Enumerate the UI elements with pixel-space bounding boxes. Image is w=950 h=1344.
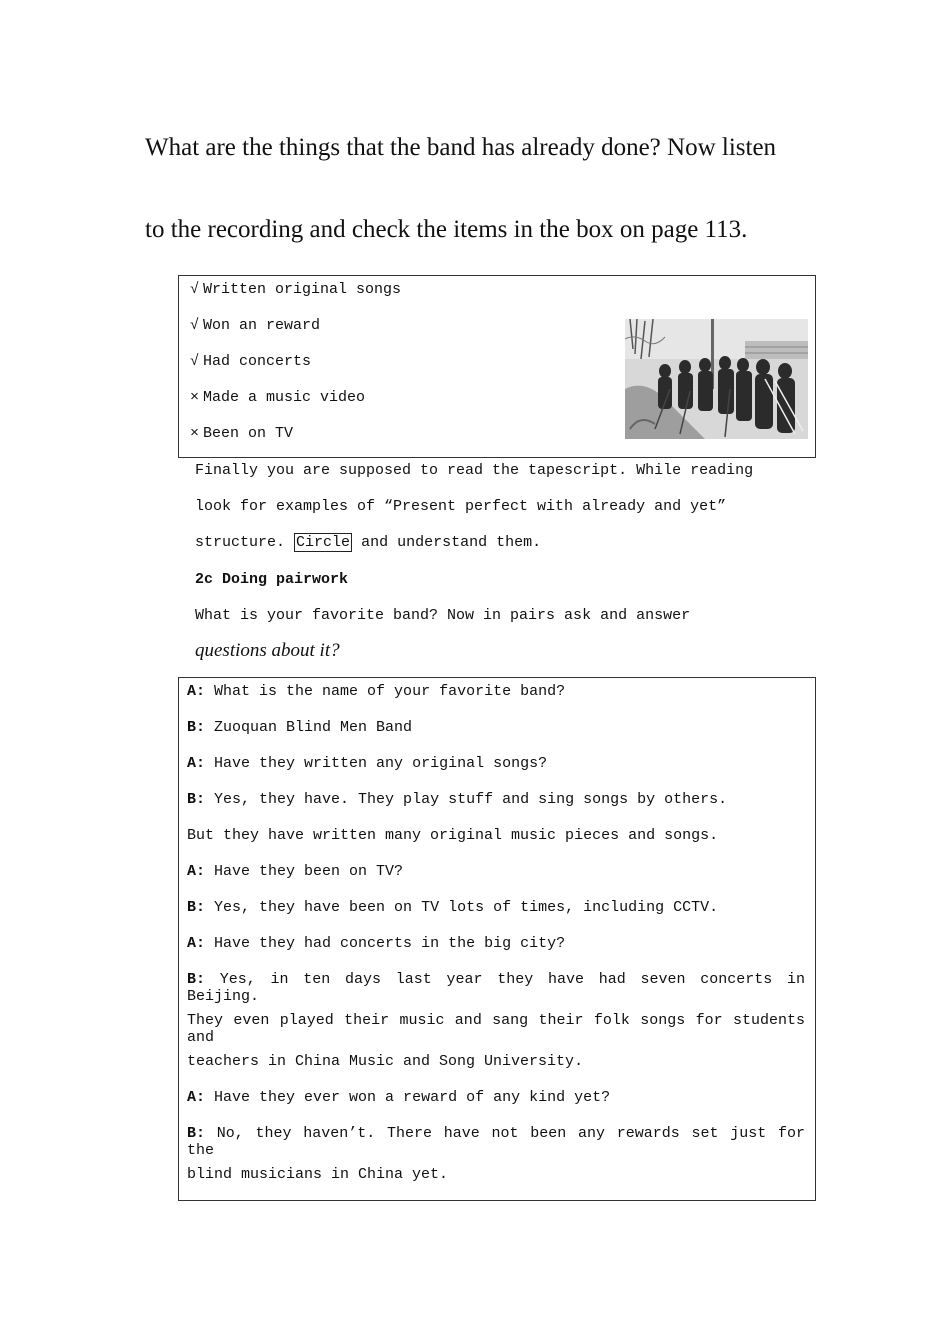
- dialogue-box: [178, 677, 816, 1201]
- dialogue-line: A: Have they written any original songs?: [187, 755, 548, 772]
- speaker-label: A:: [187, 863, 206, 880]
- checklist-item: × Made a music video: [190, 389, 366, 406]
- instruction-line-1: Finally you are supposed to read the tapescript. While reading: [195, 462, 754, 479]
- check-mark-icon: √: [190, 353, 200, 370]
- dialogue-line: teachers in China Music and Song University.: [187, 1053, 584, 1070]
- section-prompt-line-2: questions about it?: [195, 640, 340, 661]
- speaker-label: B:: [187, 1125, 206, 1142]
- instruction-line-3: structure. Circle and understand them.: [195, 534, 542, 551]
- section-heading: 2c Doing pairwork: [195, 571, 349, 588]
- dialogue-line: B: Yes, they have. They play stuff and sing songs by others.: [187, 791, 728, 808]
- speaker-label: A:: [187, 755, 206, 772]
- dialogue-line: B: Zuoquan Blind Men Band: [187, 719, 413, 736]
- speaker-label: B:: [187, 791, 206, 808]
- dialogue-line: But they have written many original music pieces and songs.: [187, 827, 719, 844]
- speaker-label: A:: [187, 935, 206, 952]
- dialogue-line: A: Have they been on TV?: [187, 863, 404, 880]
- dialogue-line: B: Yes, in ten days last year they have had seven concerts in Beijing.: [187, 971, 805, 1005]
- intro-line-1: What are the things that the band has already done? Now listen: [145, 134, 777, 161]
- speaker-label: B:: [187, 899, 206, 916]
- checklist-box: [178, 275, 816, 458]
- section-prompt-line-1: What is your favorite band? Now in pairs ask and answer: [195, 607, 691, 624]
- checklist-item: × Been on TV: [190, 425, 294, 442]
- dialogue-line: They even played their music and sang their folk songs for students and: [187, 1012, 805, 1046]
- cross-mark-icon: ×: [190, 389, 200, 406]
- band-photo: [625, 319, 808, 439]
- speaker-label: A:: [187, 1089, 206, 1106]
- cross-mark-icon: ×: [190, 425, 200, 442]
- dialogue-line: B: Yes, they have been on TV lots of times, including CCTV.: [187, 899, 719, 916]
- intro-line-2: to the recording and check the items in the box on page 113.: [145, 216, 748, 243]
- checklist-item: √ Won an reward: [190, 317, 321, 334]
- checklist-item: √ Written original songs: [190, 281, 402, 298]
- instruction-line-2: look for examples of “Present perfect with already and yet”: [195, 498, 727, 515]
- checklist-item: √ Had concerts: [190, 353, 312, 370]
- dialogue-line: blind musicians in China yet.: [187, 1166, 449, 1183]
- dialogue-line: A: Have they had concerts in the big city?: [187, 935, 566, 952]
- circled-word: Circle: [296, 534, 351, 551]
- dialogue-line: A: What is the name of your favorite band?: [187, 683, 566, 700]
- check-mark-icon: √: [190, 281, 200, 298]
- speaker-label: B:: [187, 971, 206, 988]
- speaker-label: A:: [187, 683, 206, 700]
- dialogue-line: B: No, they haven’t. There have not been any rewards set just for the: [187, 1125, 805, 1159]
- check-mark-icon: √: [190, 317, 200, 334]
- speaker-label: B:: [187, 719, 206, 736]
- dialogue-line: A: Have they ever won a reward of any kind yet?: [187, 1089, 611, 1106]
